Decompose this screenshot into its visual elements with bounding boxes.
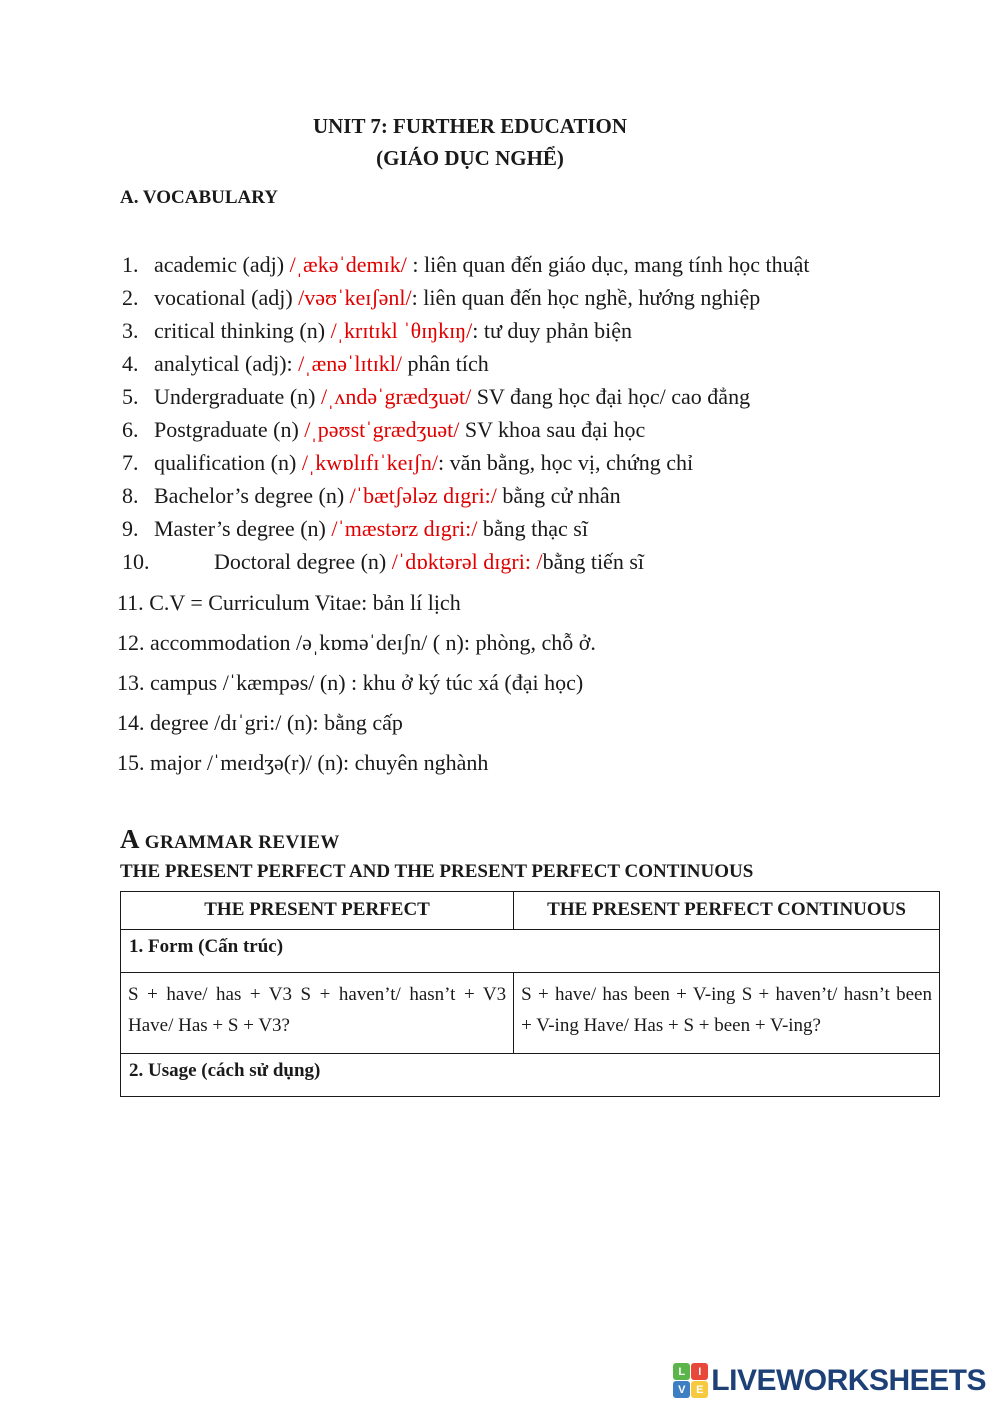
vocab-item-2 — [122, 281, 934, 314]
vocab-item-6 — [122, 413, 934, 446]
formula-line: S + have/ has + V3 S + haven’t/ hasn’t + V3 — [128, 984, 507, 1005]
form-label: 1. Form (Cấn trúc) — [121, 930, 940, 973]
item-number: 15. — [117, 750, 145, 775]
item-text: C.V = Curriculum Vitae: bản lí lịch — [149, 590, 461, 615]
vocab-item-14 — [117, 706, 947, 739]
item-term: analytical (adj): — [154, 351, 299, 376]
item-number: 8. — [122, 483, 139, 508]
item-entry — [154, 248, 934, 281]
item-entry — [154, 314, 934, 347]
usage-label-row — [121, 1054, 940, 1097]
item-meaning: : tư duy phản biện — [472, 318, 633, 343]
item-ipa: /ˈbætʃələz dɪgri:/ — [349, 483, 497, 508]
item-ipa: /ˌkrɪtɪkl ˈθɪŋkɪŋ/ — [330, 318, 473, 343]
item-entry — [154, 347, 934, 380]
item-ipa: /ˈmæstərz dɪgri:/ — [331, 516, 478, 541]
item-entry — [154, 413, 934, 446]
vocab-item-7 — [122, 446, 934, 479]
item-entry — [154, 479, 934, 512]
vocab-item-13 — [117, 666, 947, 699]
item-number: 9. — [122, 516, 139, 541]
item-ipa: /ˌʌndəˈgrædʒuət/ — [320, 384, 472, 409]
vocab-item-4 — [122, 347, 934, 380]
item-meaning: : văn bằng, học vị, chứng chỉ — [437, 450, 694, 475]
item-entry — [154, 380, 934, 413]
item-entry — [154, 446, 934, 479]
usage-label: 2. Usage (cách sử dụng) — [121, 1054, 940, 1097]
item-number: 12. — [117, 630, 145, 655]
item-ipa: /vəʊˈkeɪʃənl/ — [298, 285, 412, 310]
item-text: degree /dɪˈgri:/ (n): bằng cấp — [150, 710, 403, 735]
item-ipa: /ˌpəʊstˈgrædʒuət/ — [304, 417, 460, 442]
item-ipa: /ˈdɒktərəl dɪgri: / — [391, 549, 543, 574]
item-meaning: : liên quan đến học nghề, hướng nghiệp — [411, 285, 761, 310]
item-number: 5. — [122, 384, 139, 409]
item-term: critical thinking (n) — [154, 318, 331, 343]
item-ipa: /ˌænəˈlɪtɪkl/ — [298, 351, 403, 376]
item-meaning: SV khoa sau đại học — [459, 417, 646, 442]
item-number: 1. — [122, 252, 139, 277]
vocabulary-list — [122, 248, 934, 578]
item-number: 10. — [122, 549, 150, 574]
item-ipa: /ˌkwɒlɪfɪˈkeɪʃn/ — [301, 450, 438, 475]
item-meaning: SV đang học đại học/ cao đẳng — [471, 384, 751, 409]
formula-line: S + have/ has been + V-ing S + haven’t/ hasn’t been — [521, 984, 932, 1005]
item-term: Bachelor’s degree (n) — [154, 483, 350, 508]
item-text: accommodation /əˌkɒməˈdeɪʃn/ ( n): phòng, chỗ ở. — [150, 630, 596, 655]
vocabulary-section-heading: A. VOCABULARY — [120, 187, 279, 208]
item-ipa: /ˌækəˈdemɪk/ — [289, 252, 407, 277]
worksheet-page — [0, 110, 1000, 1401]
grammar-heading-text: GRAMMAR REVIEW — [144, 832, 340, 853]
item-meaning: bằng tiến sĩ — [542, 549, 644, 574]
item-term: Postgraduate (n) — [154, 417, 305, 442]
form-content-row — [121, 973, 940, 1054]
item-term: Doctoral degree (n) — [214, 549, 392, 574]
liveworksheets-logo[interactable] — [673, 1363, 986, 1398]
logo-square-v: V — [673, 1381, 690, 1398]
grammar-heading-prefix: A — [120, 824, 145, 854]
item-number: 6. — [122, 417, 139, 442]
item-term: Undergraduate (n) — [154, 384, 321, 409]
table-header-row — [121, 892, 940, 930]
grammar-heading — [120, 825, 942, 857]
vocab-item-5 — [122, 380, 934, 413]
item-number: 7. — [122, 450, 139, 475]
logo-square-l: L — [673, 1363, 690, 1380]
item-term: qualification (n) — [154, 450, 302, 475]
formula-line: + V-ing Have/ Has + S + been + V-ing? — [521, 1015, 821, 1036]
liveworksheets-logo-icon — [673, 1363, 708, 1398]
vocabulary-plain-list — [117, 586, 947, 779]
grammar-section — [120, 825, 942, 1097]
item-number: 3. — [122, 318, 139, 343]
item-text: major /ˈmeɪdʒə(r)/ (n): chuyên nghành — [150, 750, 489, 775]
vocab-item-12 — [117, 626, 947, 659]
liveworksheets-logo-text: LIVEWORKSHEETS — [711, 1363, 986, 1397]
item-number: 13. — [117, 670, 145, 695]
grammar-subheading: THE PRESENT PERFECT AND THE PRESENT PERFECT CONTINUOUS — [120, 861, 754, 882]
item-entry — [154, 281, 934, 314]
item-term: vocational (adj) — [154, 285, 299, 310]
item-number: 14. — [117, 710, 145, 735]
vocab-item-1 — [122, 248, 934, 281]
item-term: Master’s degree (n) — [154, 516, 332, 541]
logo-square-e: E — [691, 1381, 708, 1398]
vocab-item-3 — [122, 314, 934, 347]
item-number: 11. — [117, 590, 144, 615]
grammar-table — [120, 891, 940, 1097]
item-term: academic (adj) — [154, 252, 290, 277]
item-meaning: bằng cử nhân — [496, 483, 621, 508]
item-entry — [214, 545, 934, 578]
vocab-item-15 — [117, 746, 947, 779]
item-meaning: : liên quan đến giáo dục, mang tính học thuật — [406, 252, 810, 277]
vocab-item-10 — [122, 545, 934, 578]
item-meaning: bằng thạc sĩ — [477, 516, 588, 541]
col-header-present-perfect: THE PRESENT PERFECT — [121, 892, 514, 930]
item-number: 2. — [122, 285, 139, 310]
form-present-perfect-continuous — [514, 973, 940, 1054]
logo-square-i: I — [691, 1363, 708, 1380]
col-header-present-perfect-continuous: THE PRESENT PERFECT CONTINUOUS — [514, 892, 940, 930]
vocab-item-8 — [122, 479, 934, 512]
item-text: campus /ˈkæmpəs/ (n) : khu ở ký túc xá (đại học) — [150, 670, 584, 695]
item-meaning: phân tích — [402, 351, 489, 376]
page-subtitle: (GIÁO DỤC NGHỂ) — [376, 146, 564, 170]
vocab-item-9 — [122, 512, 934, 545]
item-number: 4. — [122, 351, 139, 376]
form-label-row — [121, 930, 940, 973]
item-entry — [154, 512, 934, 545]
page-title: UNIT 7: FURTHER EDUCATION — [312, 114, 628, 138]
formula-line: Have/ Has + S + V3? — [128, 1015, 290, 1036]
vocab-item-11 — [117, 586, 947, 619]
form-present-perfect — [121, 973, 514, 1054]
